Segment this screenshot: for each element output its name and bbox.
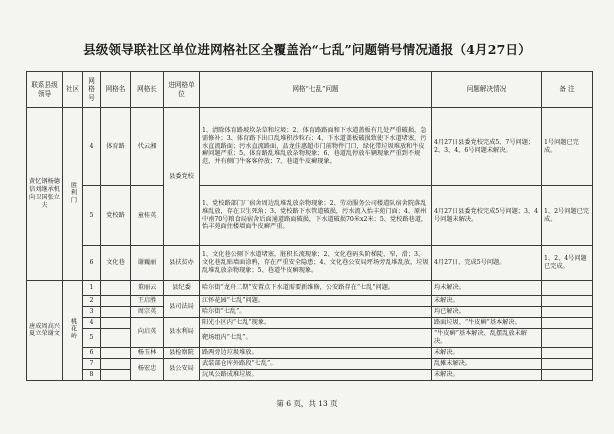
problem-cell: 1、清除体育路坡坎杂草和垃圾；2、体育路路面和下水道盖板有几处严重破损，急需修补；3、体育路下出口乱堆积沙粒石；4、下水道盖板破损致使下水道堵塞，污水直流路面；污水直流路面，品龙佳惠超市门前物件门口，绿化带垃圾堆放和牛皮癣问题严重；5、体育路乱堆乱放杂物现象；6、巷道乱停放车辆现象严重到不规范，并有侧门牛客客停放；7、巷道牛皮癣现象。	[200, 108, 432, 186]
status-cell: 乱摊未解决。	[432, 358, 542, 369]
col-header-problem: 网格“七乱”问题	[200, 72, 432, 108]
page-title: 县级领导联社区单位进网格社区全覆盖治“七乱”问题销号情况通报（4月27日）	[83, 42, 531, 57]
grid-name-cell: 文化巷	[101, 246, 131, 281]
grid-no-cell: 6	[83, 347, 101, 358]
grid-head-cell: 杨宏忠	[131, 358, 164, 380]
col-header-unit: 进网格单位	[164, 72, 200, 108]
grid-name-cell: 体育路	[101, 108, 131, 186]
remark-cell	[542, 318, 593, 329]
header-row	[27, 72, 593, 108]
problem-cell: 沅凤公路成堆垃圾。	[200, 369, 432, 380]
table-row	[27, 358, 593, 369]
remark-cell	[542, 329, 593, 348]
col-header-status: 问题解决情况	[432, 72, 542, 108]
community-cell: 胜利门	[63, 108, 83, 281]
grid-no-cell: 8	[83, 369, 101, 380]
grid-no-cell: 3	[83, 307, 101, 318]
status-cell: 未解决。	[432, 347, 542, 358]
col-header-grid-name: 网格名	[101, 72, 131, 108]
grid-head-cell: 童桂英	[131, 186, 164, 246]
remark-cell: 1、2号问题已完成。	[542, 186, 593, 246]
grid-head-cell: 杨玉林	[131, 347, 164, 358]
grid-head-cell: 谢巍丽	[131, 246, 164, 281]
unit-cell: 县司法局	[164, 296, 200, 318]
status-cell: 4月27日县委党校完成5、7号问题；2、3、4、6号问题未解决。	[432, 108, 542, 186]
page-footer: 第 6 页，共 13 页	[276, 399, 338, 408]
unit-cell: 县检察院	[164, 347, 200, 358]
status-cell: 路面垃圾、“牛皮癣”基本解决。	[432, 318, 542, 329]
grid-name-cell	[101, 307, 131, 318]
table-row	[27, 281, 593, 296]
grid-name-cell: 党校路	[101, 186, 131, 246]
table-row	[27, 307, 593, 318]
grid-name-cell	[101, 369, 131, 380]
grid-no-cell: 5	[83, 329, 101, 348]
grid-no-cell: 6	[83, 246, 101, 281]
col-header-leader: 联系县级领导	[27, 72, 63, 108]
remark-cell: 1、2、4号问题已完成。	[542, 246, 593, 281]
grid-head-cell: 代云湘	[131, 108, 164, 186]
grid-no-cell: 4	[83, 108, 101, 186]
leader-cell: 唐成周高兴夏立荣谢文	[27, 281, 63, 381]
problem-cell: 武装部仓库外路段“七乱”。	[200, 358, 432, 369]
table-row	[27, 329, 593, 348]
grid-no-cell: 5	[83, 186, 101, 246]
status-cell: 4月27日县委党校完成5号问题；3、4号问题未解决。	[432, 186, 542, 246]
grid-name-cell	[101, 347, 131, 358]
remark-cell	[542, 281, 593, 296]
table-row	[27, 246, 593, 281]
grid-no-cell: 2	[83, 296, 101, 307]
table-row	[27, 318, 593, 329]
status-cell: 4月27日，完成5号问题。	[432, 246, 542, 281]
grid-head-cell: 董丽云	[131, 281, 164, 296]
remark-cell: 1号问题已完成。	[542, 108, 593, 186]
col-header-grid-head: 网格长	[131, 72, 164, 108]
leader-cell: 黄忆钢杨德信刘继承机向卫国张立夫	[27, 108, 63, 281]
status-cell: 未解决。	[432, 369, 542, 380]
grid-name-cell	[101, 329, 131, 348]
grid-name-cell	[101, 318, 131, 329]
grid-name-cell	[101, 281, 131, 296]
remark-cell	[542, 347, 593, 358]
grid-name-cell	[101, 358, 131, 369]
grid-no-cell: 7	[83, 358, 101, 369]
remark-cell	[542, 296, 593, 307]
grid-head-cell: 王启胜	[131, 296, 164, 307]
grid-no-cell: 4	[83, 318, 101, 329]
problem-cell: 哈尔街“七乱”。	[200, 307, 432, 318]
unit-cell: 县水利局	[164, 318, 200, 348]
remark-cell	[542, 307, 593, 318]
unit-cell: 县委党校	[164, 108, 200, 246]
table-row	[27, 186, 593, 246]
table-row	[27, 369, 593, 380]
col-header-community: 社区	[63, 72, 83, 108]
status-cell: 均未解决。	[432, 281, 542, 296]
status-cell: 未解决。	[432, 296, 542, 307]
problem-cell: 阳光小区内“七乱”现象。	[200, 318, 432, 329]
problem-cell: 1、党校路部门厂宿舍周边乱堆乱放杂物现象；2、劳动服务公司楼道队宿舍院落乱堆乱放，存在卫生死角；3、党校路下水管道破损，污水流入怡丰苑门面；4、原州中南70号粮食局宿舍后面通道路面破损，下水道破损70米x2米；5、党校路巷道，怡丰苑面住楼墙面牛皮癣严重。	[200, 186, 432, 246]
col-header-grid-no: 网格号	[83, 72, 101, 108]
status-cell: 均已解决。	[432, 307, 542, 318]
remark-cell	[542, 369, 593, 380]
problem-cell: 江怀花园“七乱”问题。	[200, 296, 432, 307]
report-table	[26, 71, 593, 381]
grid-head-cell: 向启英	[131, 318, 164, 348]
unit-cell: 县纪委	[164, 281, 200, 296]
table-row	[27, 296, 593, 307]
unit-cell: 县公安局	[164, 358, 200, 380]
problem-cell: 哈尔街“龙舟二期”安置点下水道需要新维修，公安路存在“七乱”问题。	[200, 281, 432, 296]
unit-cell: 县扶贫办	[164, 246, 200, 281]
community-cell: 桃花岭	[63, 281, 83, 381]
problem-cell: 路两旁边垃圾堆放。	[200, 347, 432, 358]
remark-cell	[542, 358, 593, 369]
problem-cell: 1、文化巷公厕下水道堵塞，脏积长流现象；2、文化巷码头阶梯陡，窄，滑；3、文化巷乱贴墙面涂鸦，存在严重安全隐患；4、文化巷公安局坪场旁乱堆乱放，垃圾乱堆乱放杂物现象；5、巷道牛皮癣现象。	[200, 246, 432, 281]
status-cell: “牛皮癣”基本解决、乱摆乱放未解决。	[432, 329, 542, 348]
grid-head-cell: 周宗英	[131, 307, 164, 318]
grid-no-cell: 1	[83, 281, 101, 296]
table-row	[27, 108, 593, 186]
grid-name-cell	[101, 296, 131, 307]
problem-cell: 靶场组内“七乱”。	[200, 329, 432, 348]
col-header-remark: 备 注	[542, 72, 593, 108]
table-row	[27, 347, 593, 358]
